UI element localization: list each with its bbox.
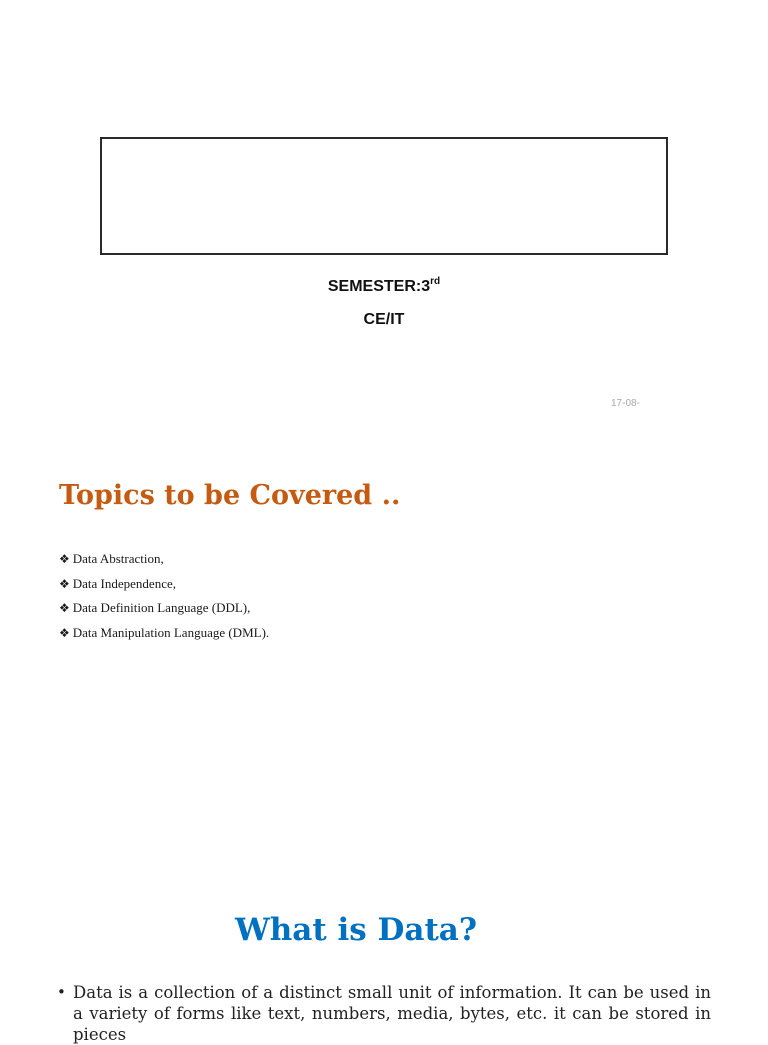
topic-item [59, 547, 269, 572]
topic-text: Data Definition Language (DDL), [72, 600, 251, 615]
title-box [100, 137, 668, 255]
diamond-bullet-icon: ❖ [59, 601, 70, 615]
semester-label [0, 276, 768, 298]
bullet-dot-icon: • [57, 983, 66, 1001]
topics-list [59, 547, 269, 645]
data-definition-list [57, 982, 711, 1045]
data-definition-item [57, 982, 711, 1045]
topic-item [59, 621, 269, 646]
topic-text: Data Independence, [72, 575, 176, 591]
semester-suffix: rd [430, 276, 441, 287]
data-definition-text: Data is a collection of a distinct small unit of information. It can be used in a variety of forms like text, numbers, media, bytes, etc. it can be stored in pieces [73, 983, 711, 1044]
department-label: CE/IT [363, 311, 405, 328]
topics-heading: Topics to be Covered .. [59, 480, 401, 511]
topic-text: Data Abstraction, [72, 551, 164, 566]
topic-item [59, 596, 269, 621]
diamond-bullet-icon: ❖ [59, 552, 70, 566]
semester-text: SEMESTER:3 [327, 278, 431, 295]
date-stamp: 17-08- [611, 398, 640, 409]
diamond-bullet-icon: ❖ [59, 576, 70, 591]
diamond-bullet-icon: ❖ [59, 625, 70, 640]
topic-text: Data Manipulation Language (DML). [72, 624, 270, 640]
what-is-data-heading: What is Data? [234, 912, 478, 948]
topic-item [59, 572, 269, 597]
